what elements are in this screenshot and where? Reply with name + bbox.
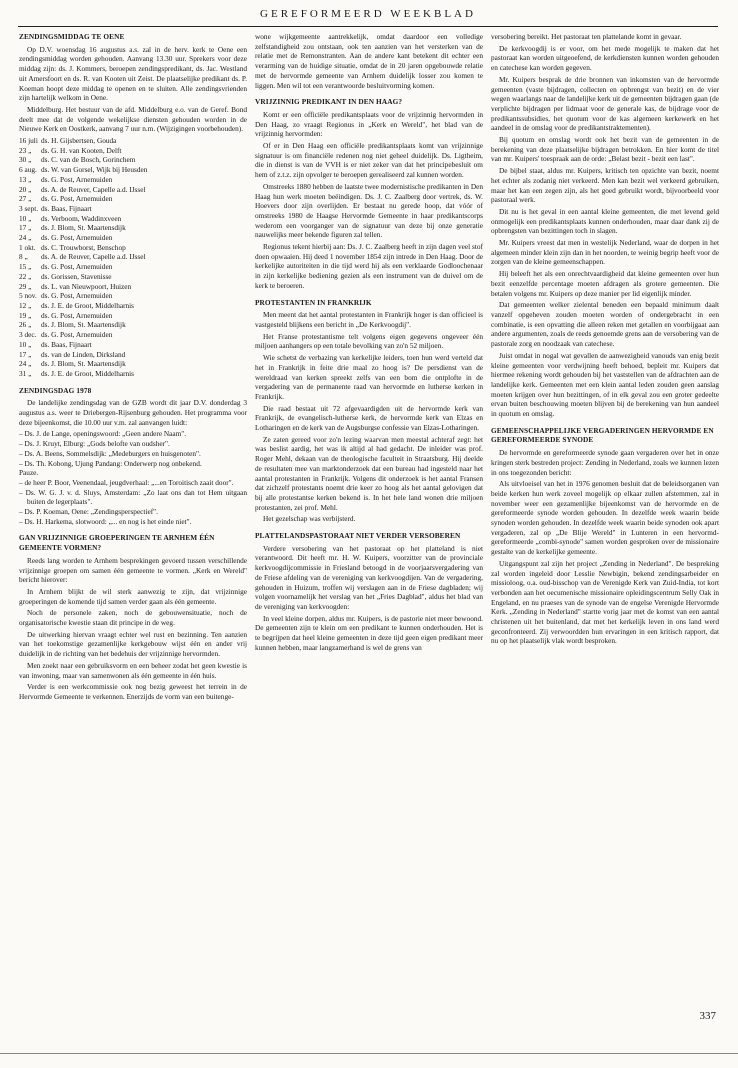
paragraph: Het Franse protestantisme telt volgens eigen gegevens ongeveer één miljoen aanhangers op een totale bevolking van zo'n 52 miljoen. [255,331,483,351]
schedule-row [19,252,247,262]
paragraph: Bij quotum en omslag wordt ook het bezit van de gemeenten in de berekening van deze plaatselijke bijdragen betrokken. En hier komt de titel van mr. Kuipers' toespraak aan de orde: „Belast bezit - bezit een last". [491,135,719,164]
schedule-date: 13 „ [19,174,32,184]
schedule-date: 12 „ [19,300,32,310]
schedule-date: 19 „ [19,310,32,320]
column-2 [255,32,483,654]
schedule-preacher: ds. G. Post, Arnemuiden [41,174,113,184]
schedule-preacher: ds. G. Post, Arnemuiden [41,291,113,301]
schedule-date: 16 juli [19,136,38,146]
schedule-row [19,146,247,156]
schedule-preacher: ds. J. E. de Groot, Middelharnis [41,300,135,310]
schedule-date: 1 okt. [19,242,36,252]
schedule-date: 22 „ [19,271,32,281]
paragraph: In veel kleine dorpen, aldus mr. Kuipers, is de pastorie niet meer bewoond. De gemeenten zijn te klein om een predikant te kunnen onderhouden. Het is te begrijpen dat heel kleine gemeenten in deze tijd geen eigen predikant meer kunnen hebben, maar langzamerhand is wel de grens van [255,613,483,652]
schedule-row [19,175,247,185]
program-item: – Ds. P. Koeman, Oene: „Zendingsperspectief". [19,507,158,517]
program-item: – Ds. Th. Kobong, Ujung Pandang: Onderwerp nog onbekend. [19,458,202,468]
schedule-row [19,243,247,253]
schedule-preacher: ds. J. Blom, St. Maartensdijk [41,320,126,330]
schedule-row [19,320,247,330]
schedule-date: 23 „ [19,145,32,155]
masthead-title: GEREFORMEERD WEEKBLAD [260,8,476,20]
paragraph: Regionus tekent hierbij aan: Ds. J. C. Zaalberg heeft in zijn dagen veel stof doen opwaaien. Hij deed 1 november 1854 zijn intrede in Den Haag. Door de kerkelijke autoriteiten in die tijd werd hij als een verklaarde Godloochenaar in zijn kerkelijke bediening gezien als een instrument van de duivel om de kerk te beroeren. [255,242,483,290]
schedule-row [19,330,247,340]
paragraph: Hij beleeft het als een onrechtvaardigheid dat kleine gemeenten over hun bezit eenzelfde percentage moeten afdragen als grotere gemeenten. Die betalen volgens mr. Kuipers op deze manier per lid eigenlijk minder. [491,269,719,298]
schedule-row [19,369,247,379]
paragraph: Op D.V. woensdag 16 augustus a.s. zal in de herv. kerk te Oene een zendingsmiddag worden gehouden. Aanvang 13.30 uur. Sprekers voor deze middag zijn: ds. J. Kommers, beroepen zendingspredikant, ds. Jac. Westland uit Amersfoort en ds. R. van Kooten uit Zeist. De plaatselijke predikant ds. P. Koeman hoopt deze middag te openen en te sluiten. Alle zendingsvrienden zijn hartelijk welkom in Oene. [19,44,247,103]
schedule-row [19,301,247,311]
masthead [18,4,718,27]
paragraph: Verder is een werkcommissie ook nog bezig geweest het terrein in de Hervormde Gemeente te verkennen. Enerzijds de vorm van een buitenge- [19,682,247,701]
program-item: – Ds. A. Beens, Sommelsdijk: „Medeburgers en huisgenoten". [19,448,201,458]
paragraph: Mr. Kuipers vreest dat men in westelijk Nederland, waar de dorpen in het algemeen minder klein zijn dan in het noorden, te weinig begrip heeft voor de zorgen van de kleine gemeenschappen. [491,238,719,267]
schedule-date: 24 „ [19,359,32,369]
schedule-date: 5 nov. [19,291,37,301]
schedule-preacher: ds. van de Linden, Dirksland [41,349,126,359]
schedule-date: 31 „ [19,368,32,378]
schedule-row [19,311,247,321]
schedule-preacher: ds. G. Post, Arnemuiden [41,310,113,320]
schedule-date: 20 „ [19,184,32,194]
paragraph: Middelburg. Het bestuur van de afd. Middelburg e.o. van de Geref. Bond deelt mee dat de volgende wekelijkse diensten gehouden worden in de Nieuwe Kerk en Oostkerk, aanvang 7 uur n.m. (Wijzigingen voorbehouden). [19,104,247,134]
schedule-preacher: ds. Gorissen, Stavenisse [41,271,112,281]
paragraph: wone wijkgemeente aantrekkelijk, omdat daardoor een volledige zelfstandigheid zou ontstaan, ook ten aanzien van het versterken van de relatie met de Remonstranten. Aan de andere kant betekent dit echter een verarming van de huidige situatie, omdat de in 20 jaren opgebouwde relatie met de hervormde gemeente van Arnhem duidelijk losser zou komen te liggen. Men wil tot een verantwoorde besluitvorming komen. [255,32,483,90]
schedule-row [19,136,247,146]
schedule-preacher: ds. G. Post, Arnemuiden [41,262,113,272]
schedule-row [19,262,247,272]
paragraph: Juist omdat in nogal wat gevallen de aanwezigheid vanouds van enig bezit kleine gemeenten voor verdwijning heeft behoed, bepleit mr. Kuipers dat hiermee rekening wordt gehouden bij het vaststellen van de afdrachten aan de landelijke kerk. Gemeenten met een klein aantal leden zouden geen aanslag moeten krijgen over hun bezittingen, of in elk geval zou een groter gedeelte ervan buiten beschouwing moeten blijven bij de berekening van hun aandeel in quotum en omslag. [491,350,719,419]
schedule-date: 30 „ [19,155,32,165]
schedule-list [19,136,247,379]
schedule-preacher: ds. A. de Reuver, Capelle a.d. IJssel [41,184,146,194]
paragraph: Omstreeks 1880 hebben de laatste twee modernistische predikanten in Den Haag hun werk moeten beëindigen. Ds. J. C. Zaalberg door vertrek, ds. W. Hoevers door zijn overlijden. Er bestaat nu gerede hoop, dat vóór of omstreeks 1980 de Haagse Hervormde Gemeente in haar predikantscorps wederom een voorganger van de signatuur van deze bij onze generatie nauwelijks meer bekende figuren zal tellen. [255,181,483,240]
schedule-date: 8 „ [19,252,28,262]
schedule-row [19,272,247,282]
paragraph: Het gezelschap was verbijsterd. [263,514,356,524]
schedule-preacher: ds. A. de Reuver, Capelle a.d. IJssel [41,252,146,262]
paragraph: Dit nu is het geval in een aantal kleine gemeenten, die met levend geld onmogelijk een predikantsplaats kunnen onderhouden, maar daar dank zij de opbrengsten van bezittingen toch in slagen. [491,206,719,236]
schedule-preacher: ds. C. van de Bosch, Gorinchem [41,155,136,165]
column-3 [491,32,719,648]
paragraph: De landelijke zendingsdag van de GZB wordt dit jaar D.V. donderdag 3 augustus a.s. weer te Driebergen-Rijsenburg gehouden. Het programma voor deze bijeenkomst, die 10.00 uur v.m. zal aanvangen luidt: [19,398,247,427]
schedule-date: 17 „ [19,223,32,233]
program-item: – Ds. J. de Lange, openingswoord: „Geen andere Naam". [19,429,187,439]
schedule-row [19,194,247,204]
schedule-preacher: ds. H. Gijsbertsen, Gouda [41,136,117,146]
program-item: – de heer P. Boor, Veenendaal, jeugdverhaal: „...en Toroitisch zaait door". [19,477,234,487]
schedule-preacher: ds. Baas, Fijnaart [41,339,92,349]
paragraph: Ze zaten gereed voor zo'n lezing waarvan men meestal achteraf zegt: het was beslist aardig, het was ik altijd al had gedacht. De inleider was prof. Roger Mehl, dekaan van de theologische faculteit in Straatsburg. Hij deelde de resultaten mee van marktonderzoek dat een bureau had ingesteld naar het aantal protestanten in Frankrijk. Volgens dit onderzoek is het aantal Fransen dat zichzelf protestants noemt drie keer zo hoog als het aantal gelovigen dat bij alle protestantse kerken bekend is. In het hele land wonen drie miljoen protestanten, zei prof. Mehl. [255,434,483,512]
schedule-row [19,282,247,292]
schedule-row [19,155,247,165]
paragraph: Of er in Den Haag een officiële predikantsplaats komt van vrijzinnige signatuur is om financiële redenen nog niet geheel duidelijk. Ds. Ligtheim, die in dienst is van de VVH is er niet zeker van dat het principebesluit om hem of z.t.z. zijn opvolger te beroepen gerealiseerd zal kunnen worden. [255,141,483,180]
paragraph: De uitwerking hiervan vraagt echter wel rust en bezinning. Ten aanzien van het toekomstige gezamenlijke kerkgebouw wijst één en ander vrij duidelijk in de richting van het bedehuis der vrijzinnige hervormden. [19,629,247,659]
schedule-preacher: ds. G. Post, Arnemuiden [41,194,113,204]
schedule-preacher: ds. G. Post, Arnemuiden [41,233,113,243]
paragraph: Mr. Kuipers besprak de drie bronnen van inkomsten van de hervormde gemeenten (vaste bijdragen, collecten en opbrengst van bezit) en de vier wegen waarlangs naar de landelijke kerk uit de gemeenten bijdragen gaan (de verplichte bijdragen per lidmaat voor de generale kas, de bijdrage voor de predikantssubsidies, het quotum voor de kas algemeen kerkewerk en het aandeel in de omslag voor de predikantstraktementen). [491,74,719,133]
schedule-preacher: ds. G. Post, Arnemuiden [41,330,113,340]
paragraph: Uitgangspunt zal zijn het project „Zending in Nederland". De bespreking zal worden ingeleid door Lesslie Newbigin, bekend zendingsarbeider en missioloog, o.a. oud-bisschop van de Verenigde Kerk van Zuid-India, tot kort verbonden aan het oecumenische missionaire opleidingscentrum Selly Oak in Engeland, en nu praeses van de synode van de engelse Verenigde Hervormde Kerk. „Zending in Nederland" startte vorig jaar met de komst van een aantal christenen uit het buitenland, dat met het kerkelijk leven in ons land werd geconfronteerd. Zij verwoordden hun ervaringen in een kritisch rapport, dat nu op het plaatselijk vlak wordt besproken. [491,558,719,646]
heading-zendingsmiddag-oene: ZENDINGSMIDDAG TE OENE [19,32,125,41]
schedule-row [19,350,247,360]
schedule-preacher: ds. Verboom, Waddinxveen [41,213,122,223]
schedule-date: 29 „ [19,281,32,291]
schedule-preacher: ds. Baas, Fijnaart [41,203,92,213]
schedule-date: 3 sept. [19,203,39,213]
heading-frankrijk: PROTESTANTEN IN FRANKRIJK [255,297,372,307]
schedule-preacher: ds. J. Blom, St. Maartensdijk [41,359,126,369]
heading-synode: GEMEENSCHAPPELIJKE VERGADERINGEN HERVORMDE EN GEREFORMEERDE SYNODE [491,425,714,445]
paragraph: De kerkvoogdij is er voor, om het mede mogelijk te maken dat het pastoraat kan worden uitgeoefend, de kerkdiensten kunnen worden gehouden en catechese kan worden gegeven. [491,43,719,73]
schedule-date: 26 „ [19,320,32,330]
heading-plattelandspastoraat: PLATTELANDSPASTORAAT NIET VERDER VERSOBEREN [255,531,461,541]
schedule-date: 10 „ [19,213,32,223]
paragraph: Noch de personele zaken, noch de gebouwensituatie, noch de organisatorische kwestie staan dit principe in de weg. [19,608,247,628]
program-item: – Ds. H. Harkema, slotwoord: „... en nog is het einde niet". [19,516,192,526]
heading-zendingsdag-1978: ZENDINGSDAG 1978 [19,385,92,395]
bottom-rule [0,1053,738,1054]
paragraph: De hervormde en gereformeerde synode gaan vergaderen over het in onze kringen sterk bestreden project: Zending in Nederland, zoals we kunnen lezen in ons toegezonden bericht: [491,448,719,477]
heading-arnhem: GAN VRIJZINNIGE GROEPERINGEN TE ARNHEM ÉÉN GEMEENTE VORMEN? [19,533,215,553]
schedule-preacher: ds. J. Blom, St. Maartensdijk [41,223,126,233]
schedule-preacher: ds. J. E. de Groot, Middelharnis [41,368,135,378]
heading-den-haag: VRIJZINNIG PREDIKANT IN DEN HAAG? [255,97,403,107]
schedule-row [19,359,247,369]
paragraph: Komt er een officiële predikantsplaats voor de vrijzinnig hervormden in Den Haag, zo vraagt Regionus in „Kerk en Wereld", het blad van de vrijzinnig hervormden: [255,109,483,139]
schedule-date: 15 „ [19,262,32,272]
paragraph: De bijbel staat, aldus mr. Kuipers, kritisch ten opzichte van bezit, noemt het echter als zodanig niet verkeerd. Men kan bezit wel verkeerd gebruiken, maar het kan een zegen zijn, als het goed gebruikt wordt, bijvoorbeeld voor pastoraal werk. [491,166,719,205]
schedule-preacher: ds. G. H. van Kooten, Delft [41,145,122,155]
schedule-preacher: ds. L. van Nieuwpoort, Huizen [41,281,132,291]
schedule-row [19,165,247,175]
paragraph: Wie schetst de verbazing van kerkelijke leiders, toen hun werd verteld dat het in Frankrijk in feite drie maal zo hoog is? De persdienst van de wereldraad van kerken spreekt zelfs van een bom die ontplofte in de vergadering van de permanente raad van hervormde en lutherse kerken in Frankrijk. [255,353,483,401]
paragraph: versobering bereikt. Het pastoraat ten plattelande komt in gevaar. [491,32,682,41]
schedule-preacher: ds. C. Trouwborst, Benschop [41,242,126,252]
program-item: – Ds. W. G. J. v. d. Sluys, Amsterdam: „Zo laat ons dan tot Hem uitgaan buiten de legerplaats". [19,487,247,507]
program-list [19,429,247,526]
schedule-row [19,204,247,214]
paragraph: Men zoekt naar een gebruiksvorm en een beheer zodat het geen kwestie is van inwoning, maar van samenwonen als één gemeente in één huis. [19,660,247,680]
paragraph: Men meent dat het aantal protestanten in Frankrijk hoger is dan officieel is vastgesteld blijkens een bericht in „De Kerkvoogdij". [255,310,483,329]
schedule-row [19,185,247,195]
paragraph: Reeds lang worden te Arnhem besprekingen gevoerd tussen verschillende vrijzinnige groepen om samen één gemeente te vormen. „Kerk en Wereld" bericht hierover: [19,555,247,585]
schedule-row [19,233,247,243]
program-item: – Ds. J. Kruyt, Elburg: „Gods belofte van oudsher". [19,439,170,449]
schedule-date: 24 „ [19,233,32,243]
schedule-date: 10 „ [19,339,32,349]
schedule-row [19,291,247,301]
column-1 [19,32,247,704]
paragraph: Dat gemeenten welker zielental beneden een bepaald minimum daalt vanzelf opgeheven zouden moeten worden of ondergebracht in een combinatie, is een opvatting die alleen reken met getallen en voorbijgaat aan andere argumenten, zoals de reeds genoemde grens aan de versobering van de pastorale zorg en noodzaak van catechese. [491,300,719,349]
schedule-date: 3 dec. [19,330,37,340]
schedule-row [19,223,247,233]
page-number: 337 [699,1010,716,1022]
schedule-row [19,214,247,224]
program-item: Pauze. [19,468,39,478]
paragraph: Als uitvloeisel van het in 1976 genomen besluit dat de beleidsorganen van beide kerken hun werk zoveel mogelijk op elkaar zullen afstemmen, zal in november weer een gezamenlijke bijeenkomst van de hervormde en de gereformeerde synode worden gehouden. In dezelfde week waarin beide synoden worden gehouden. In dezelfde week waarin beide synoden ook apart vergaderen, zal op „De Blije Wereld" in Lunteren in een hervormd-gereformeerde „combi-synode" samen worden gesproken over de missionaire gestalte van de kerkelijke gemeente. [491,479,719,557]
schedule-date: 6 aug. [19,165,37,175]
paragraph: In Arnhem blijkt de wil sterk aanwezig te zijn, dat vrijzinnige groeperingen de komende tijd samen verder gaan als één gemeente. [19,586,247,606]
schedule-date: 27 „ [19,194,32,204]
schedule-date: 17 „ [19,349,32,359]
paragraph: Verdere versobering van het pastoraat op het platteland is niet verantwoord. Dit heeft mr. H. W. Kuipers, voorzitter van de provinciale kerkvoogdijcommissie in Friesland betoogd in de voorjaarsvergadering van de Friese afdeling van de vereniging van kerkvoogdijen. Van de vergadering, gehouden in Huizum, troffen wij verslagen aan in de Friese dagbladen; wij volgen voornamelijk het verslag van het „Fries Dagblad", aldus het blad van de vereniging van kerkvoogden: [255,543,483,611]
schedule-preacher: ds. W. van Gorsel, Wijk bij Heusden [41,165,148,175]
paragraph: Die raad bestaat uit 72 afgevaardigden uit de hervormde kerk van Frankrijk, de evangelisch-lutherse kerk, de hervormde kerk van Elzas en Lotharingen en de kerk van de Augsburgse confessie van Elzas-Lotharingen. [255,403,483,433]
schedule-row [19,340,247,350]
